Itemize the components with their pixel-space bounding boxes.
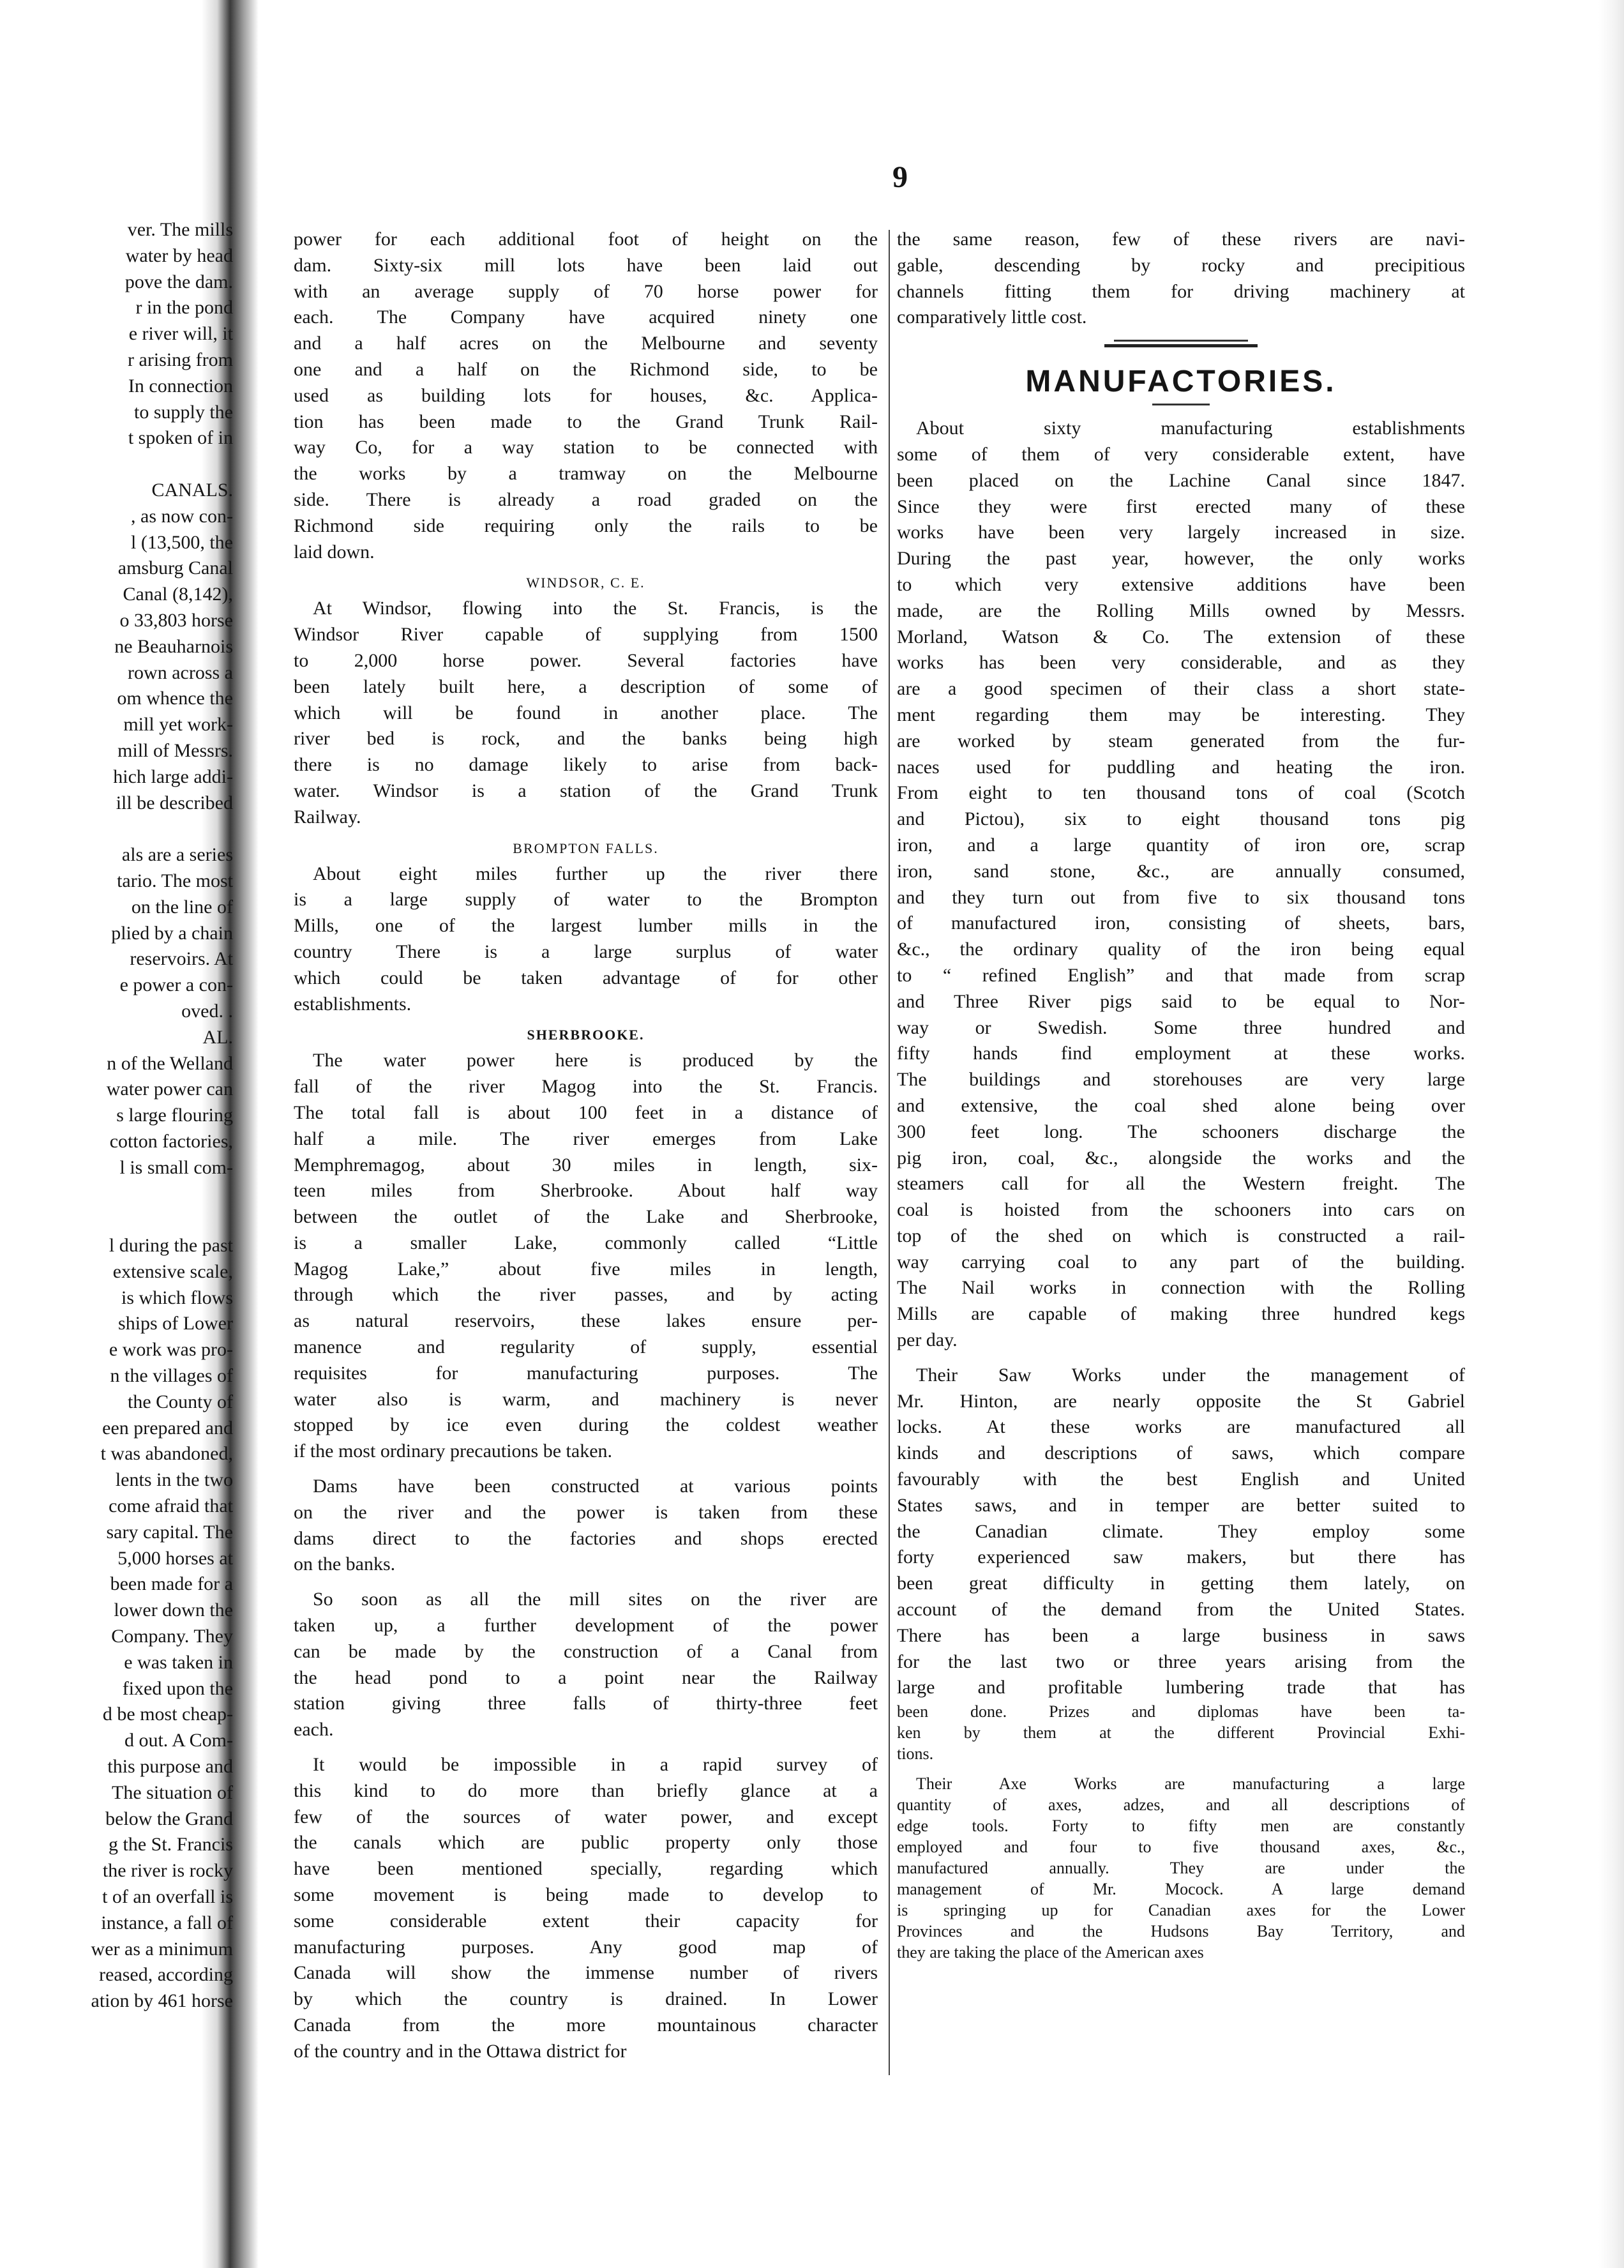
text-line: way carrying coal to any part of the building. bbox=[897, 1251, 1465, 1273]
text-line: through which the river passes, and by acting bbox=[294, 1284, 878, 1306]
right-column bbox=[897, 227, 1465, 2117]
text-line: e power a con- bbox=[119, 974, 233, 996]
text-line: there is no damage likely to arise from back- bbox=[294, 754, 878, 776]
text-line: manufacturing purposes. Any good map of bbox=[294, 1936, 878, 1958]
text-line: e work was pro- bbox=[109, 1339, 233, 1361]
text-line: if the most ordinary precautions be taken. bbox=[294, 1440, 613, 1462]
text-line: some of them of very considerable extent, have bbox=[897, 443, 1465, 465]
text-line: In connection bbox=[128, 375, 233, 397]
paragraph-brompton bbox=[294, 861, 878, 1018]
text-line: kinds and descriptions of saws, which compare bbox=[897, 1442, 1465, 1464]
text-line: stopped by ice even during the coldest weather bbox=[294, 1414, 878, 1436]
paragraph-dams bbox=[294, 1474, 878, 1578]
text-line: the river is rocky bbox=[102, 1860, 233, 1882]
text-line: employed and four to five thousand axes, &c., bbox=[897, 1838, 1465, 1857]
text-line: been done. Prizes and diplomas have been ta- bbox=[897, 1702, 1465, 1721]
text-line: Railway. bbox=[294, 806, 361, 828]
text-line: are worked by steam generated from the fur- bbox=[897, 730, 1465, 752]
text-line: locks. At these works are manufactured all bbox=[897, 1416, 1465, 1438]
text-line: , as now con- bbox=[131, 505, 233, 527]
text-line: mill yet work- bbox=[123, 714, 233, 736]
text-line: channels fitting them for driving machinery at bbox=[897, 280, 1465, 302]
text-line: 5,000 horses at bbox=[117, 1547, 233, 1569]
text-line: dam. Sixty-six mill lots have been laid out bbox=[294, 254, 878, 276]
text-line: works have been very largely increased in size. bbox=[897, 522, 1465, 543]
text-line: Their Saw Works under the management of bbox=[916, 1364, 1465, 1386]
text-line: About sixty manufacturing establishments bbox=[916, 418, 1465, 439]
text-line: Company. They bbox=[111, 1626, 233, 1647]
text-line: Magog Lake,” about five miles in length, bbox=[294, 1258, 878, 1280]
text-line: mill of Messrs. bbox=[117, 739, 233, 761]
text-line: l during the past bbox=[109, 1235, 233, 1257]
text-line: way or Swedish. Some three hundred and bbox=[897, 1017, 1465, 1038]
text-line: been great difficulty in getting them lately, on bbox=[897, 1573, 1465, 1594]
text-line: ships of Lower bbox=[118, 1313, 233, 1334]
text-line: each. The Company have acquired ninety one bbox=[294, 306, 878, 328]
text-line: forty experienced saw makers, but there has bbox=[897, 1546, 1465, 1568]
text-line: country There is a large surplus of water bbox=[294, 941, 878, 962]
page-number: 9 bbox=[892, 160, 908, 194]
text-line: side. There is already a road graded on the bbox=[294, 488, 878, 510]
text-line: rown across a bbox=[128, 662, 233, 683]
text-line: cotton factories, bbox=[109, 1130, 233, 1152]
paragraph-survey bbox=[294, 1752, 878, 2065]
text-line: manufactured annually. They are under the bbox=[897, 1859, 1465, 1878]
text-line: between the outlet of the Lake and Sherbrooke, bbox=[294, 1206, 878, 1228]
text-line: amsburg Canal bbox=[117, 557, 233, 579]
paragraph-rolling-mills bbox=[897, 416, 1465, 1354]
text-line: lents in the two bbox=[115, 1469, 233, 1491]
text-line: comparatively little cost. bbox=[897, 306, 1087, 328]
text-line: as natural reservoirs, these lakes ensure per- bbox=[294, 1310, 878, 1332]
text-line: is which flows bbox=[121, 1287, 233, 1308]
middle-column bbox=[294, 227, 878, 2142]
text-line: which will be found in another place. The bbox=[294, 702, 878, 723]
text-line: ne Beauharnois bbox=[114, 635, 233, 657]
text-line: few of the sources of water power, and except bbox=[294, 1806, 878, 1827]
text-line: It would be impossible in a rapid survey of bbox=[313, 1754, 878, 1776]
text-line: &c., the ordinary quality of the iron being equal bbox=[897, 939, 1465, 960]
text-line: States saws, and in temper are better suited to bbox=[897, 1494, 1465, 1516]
text-line: r arising from bbox=[128, 349, 233, 370]
text-line: 300 feet long. The schooners discharge the bbox=[897, 1121, 1465, 1142]
text-line: gable, descending by rocky and precipitious bbox=[897, 254, 1465, 276]
text-line: this purpose and bbox=[107, 1756, 233, 1778]
text-line: coal is hoisted from the schooners into cars on bbox=[897, 1199, 1465, 1221]
text-line: to supply the bbox=[134, 401, 233, 423]
text-line: Mills, one of the largest lumber mills in the bbox=[294, 915, 878, 937]
text-line: is springing up for Canadian axes for the Lower bbox=[897, 1901, 1465, 1920]
text-line: Windsor River capable of supplying from 1500 bbox=[294, 624, 878, 646]
text-line: taken up, a further development of the power bbox=[294, 1615, 878, 1637]
text-line: oved. . bbox=[181, 1000, 233, 1022]
section-heading-manufactories: MANUFACTORIES. bbox=[1025, 365, 1337, 399]
text-line: works has been very considerable, and as they bbox=[897, 652, 1465, 674]
text-line: management of Mr. Mocock. A large demand bbox=[897, 1880, 1465, 1899]
text-line: wer as a minimum bbox=[91, 1938, 233, 1960]
text-line: dams direct to the factories and shops erected bbox=[294, 1527, 878, 1549]
text-line: lower down the bbox=[114, 1599, 233, 1621]
text-line: Canada will show the immense number of rivers bbox=[294, 1962, 878, 1984]
text-line: on the banks. bbox=[294, 1554, 396, 1575]
text-line: to 2,000 horse power. Several factories have bbox=[294, 649, 878, 671]
text-line: een prepared and bbox=[102, 1417, 233, 1439]
heading-underline bbox=[1152, 404, 1210, 405]
paragraph-windsor bbox=[294, 596, 878, 830]
text-line: been lately built here, a description of some of bbox=[294, 676, 878, 697]
text-line: they are taking the place of the American axes bbox=[897, 1943, 1204, 1962]
text-line: reased, according bbox=[99, 1964, 233, 1986]
text-line: is a large supply of water to the Brompton bbox=[294, 889, 878, 911]
text-line: e river will, it bbox=[128, 323, 233, 345]
text-line: At Windsor, flowing into the St. Francis, is the bbox=[313, 598, 878, 619]
text-line: on the line of bbox=[131, 896, 233, 918]
text-line: been placed on the Lachine Canal since 1847. bbox=[897, 469, 1465, 491]
text-line: Provinces and the Hudsons Bay Territory, and bbox=[897, 1922, 1465, 1941]
text-line: ation by 461 horse bbox=[91, 1990, 233, 2012]
heading-sherbrooke: SHERBROOKE. bbox=[527, 1027, 645, 1043]
text-line: top of the shed on which is constructed a rail- bbox=[897, 1225, 1465, 1246]
text-line: the head pond to a point near the Railway bbox=[294, 1667, 878, 1688]
text-line: manence and regularity of supply, essential bbox=[294, 1336, 878, 1358]
text-line: g the St. Francis bbox=[109, 1834, 233, 1856]
text-line: with an average supply of 70 horse power for bbox=[294, 280, 878, 302]
text-line: pig iron, coal, &c., alongside the works and the bbox=[897, 1147, 1465, 1168]
text-line: reservoirs. At bbox=[130, 948, 233, 970]
text-line: From eight to ten thousand tons of coal (Scotch bbox=[897, 782, 1465, 804]
text-line bbox=[0, 1207, 233, 1233]
text-line: for the last two or three years arising from the bbox=[897, 1651, 1465, 1672]
text-line: n the villages of bbox=[110, 1365, 233, 1387]
text-line bbox=[0, 451, 233, 478]
text-line: have been mentioned specially, regarding which bbox=[294, 1858, 878, 1880]
text-line: requisites for manufacturing purposes. The bbox=[294, 1362, 878, 1384]
text-line: r in the pond bbox=[135, 297, 233, 319]
text-line: ment regarding them may be interesting. They bbox=[897, 704, 1465, 725]
page-edge bbox=[1598, 0, 1624, 2268]
text-line: some considerable extent their capacity for bbox=[294, 1910, 878, 1932]
text-line: t of an overfall is bbox=[102, 1886, 233, 1907]
heading-windsor: WINDSOR, C. E. bbox=[526, 575, 645, 591]
text-line: plied by a chain bbox=[111, 922, 233, 944]
text-line: way Co, for a way station to be connected with bbox=[294, 437, 878, 458]
text-line: o 33,803 horse bbox=[119, 609, 233, 631]
text-line: steamers call for all the Western freight. The bbox=[897, 1173, 1465, 1195]
text-line bbox=[0, 1181, 233, 1207]
text-line: d be most cheap- bbox=[102, 1704, 233, 1725]
text-line: n of the Welland bbox=[107, 1052, 233, 1074]
text-line: Dams have been constructed at various points bbox=[313, 1476, 878, 1497]
text-line: Canada from the more mountainous character bbox=[294, 2015, 878, 2036]
text-line: and Pictou), six to eight thousand tons pig bbox=[897, 808, 1465, 830]
paragraph-sherbrooke bbox=[294, 1048, 878, 1465]
text-line: sary capital. The bbox=[106, 1521, 233, 1543]
text-line: river bed is rock, and the banks being high bbox=[294, 728, 878, 750]
text-line: quantity of axes, adzes, and all descriptions of bbox=[897, 1796, 1465, 1815]
paragraph-axe-works bbox=[897, 1773, 1465, 1963]
text-line: the same reason, few of these rivers are navi- bbox=[897, 229, 1465, 250]
text-line: Mr. Hinton, are nearly opposite the St Gabriel bbox=[897, 1390, 1465, 1412]
text-line: water also is warm, and machinery is never bbox=[294, 1388, 878, 1410]
text-line: is a smaller Lake, commonly called “Little bbox=[294, 1232, 878, 1253]
text-line: e was taken in bbox=[124, 1651, 233, 1673]
text-line: t was abandoned, bbox=[100, 1443, 233, 1465]
text-line: water. Windsor is a station of the Grand Trunk bbox=[294, 780, 878, 801]
text-line: power for each additional foot of height on the bbox=[294, 229, 878, 250]
text-line: Memphremagog, about 30 miles in length, six- bbox=[294, 1154, 878, 1176]
text-line: teen miles from Sherbrooke. About half way bbox=[294, 1180, 878, 1202]
ornamental-rule-thick bbox=[1104, 344, 1258, 347]
paragraph-mill-lots bbox=[294, 227, 878, 565]
text-line: tions. bbox=[897, 1744, 934, 1764]
text-line: als are a series bbox=[121, 844, 233, 866]
text-line: tion has been made to the Grand Trunk Rail- bbox=[294, 411, 878, 432]
text-line: some movement is being made to develop to bbox=[294, 1884, 878, 1906]
heading-brompton-falls: BROMPTON FALLS. bbox=[513, 840, 659, 856]
text-line: are a good specimen of their class a short state- bbox=[897, 678, 1465, 700]
text-line: laid down. bbox=[294, 541, 375, 563]
left-column-cropped bbox=[0, 217, 233, 2120]
text-line: om whence the bbox=[117, 688, 233, 709]
text-line: account of the demand from the United States. bbox=[897, 1599, 1465, 1621]
text-line: The buildings and storehouses are very large bbox=[897, 1069, 1465, 1091]
text-line: been made for a bbox=[110, 1573, 233, 1595]
text-line: extensive scale, bbox=[112, 1260, 233, 1282]
text-line: each. bbox=[294, 1719, 334, 1741]
text-line: the County of bbox=[128, 1391, 233, 1412]
text-line: used as building lots for houses, &c. Applica- bbox=[294, 384, 878, 406]
text-line: water by head bbox=[125, 245, 233, 266]
text-line: edge tools. Forty to fifty men are constantly bbox=[897, 1817, 1465, 1836]
text-line: d out. A Com- bbox=[124, 1730, 233, 1751]
text-line: The water power here is produced by the bbox=[313, 1050, 878, 1071]
text-line: iron, and a large quantity of iron ore, scrap bbox=[897, 834, 1465, 856]
text-line: Canal (8,142), bbox=[123, 584, 233, 605]
text-line: fixed upon the bbox=[122, 1677, 233, 1699]
text-line: the Canadian climate. They employ some bbox=[897, 1520, 1465, 1542]
text-line bbox=[0, 816, 233, 842]
text-line: During the past year, however, the only works bbox=[897, 548, 1465, 570]
text-line: l is small com- bbox=[119, 1156, 233, 1178]
text-line: which could be taken advantage of for other bbox=[294, 967, 878, 988]
text-line: naces used for puddling and heating the iron. bbox=[897, 756, 1465, 778]
text-line: to which very extensive additions have been bbox=[897, 573, 1465, 595]
text-line: The Nail works in connection with the Rolling bbox=[897, 1277, 1465, 1299]
text-line: half a mile. The river emerges from Lake bbox=[294, 1128, 878, 1149]
text-line: made, are the Rolling Mills owned by Messrs. bbox=[897, 600, 1465, 621]
text-line: of manufactured iron, consisting of sheets, bars, bbox=[897, 912, 1465, 934]
text-line: So soon as all the mill sites on the river are bbox=[313, 1589, 878, 1610]
text-line: and extensive, the coal shed alone being over bbox=[897, 1094, 1465, 1116]
text-line: There has been a large business in saws bbox=[897, 1624, 1465, 1646]
text-line: fifty hands find employment at these works. bbox=[897, 1043, 1465, 1064]
text-line: come afraid that bbox=[109, 1495, 233, 1517]
text-line: station giving three falls of thirty-three feet bbox=[294, 1693, 878, 1714]
text-line: establishments. bbox=[294, 993, 412, 1015]
text-line: instance, a fall of bbox=[101, 1912, 233, 1933]
text-line: t spoken of in bbox=[128, 427, 233, 449]
text-line: and a half acres on the Melbourne and seventy bbox=[294, 333, 878, 354]
text-line: of the country and in the Ottawa district for bbox=[294, 2040, 627, 2062]
text-line: l (13,500, the bbox=[131, 531, 233, 553]
text-line: Mills are capable of making three hundred kegs bbox=[897, 1303, 1465, 1325]
text-line: the canals which are public property only those bbox=[294, 1832, 878, 1854]
text-line: The total fall is about 100 feet in a distance of bbox=[294, 1101, 878, 1123]
paragraph-saw-works bbox=[897, 1363, 1465, 1764]
text-line: Morland, Watson & Co. The extension of these bbox=[897, 626, 1465, 647]
text-line: ill be described bbox=[116, 792, 233, 813]
text-line: About eight miles further up the river there bbox=[313, 863, 878, 884]
ornamental-rule bbox=[1114, 340, 1248, 342]
text-line: the works by a tramway on the Melbourne bbox=[294, 463, 878, 485]
text-line: AL. bbox=[202, 1026, 233, 1048]
paragraph-rivers-continued bbox=[897, 227, 1465, 331]
text-line: Since they were first erected many of these bbox=[897, 495, 1465, 517]
text-line: by which the country is drained. In Lower bbox=[294, 1988, 878, 2010]
text-line: ken by them at the different Provincial Exhi- bbox=[897, 1723, 1465, 1743]
text-line: CANALS. bbox=[151, 479, 233, 501]
text-line: water power can bbox=[106, 1078, 233, 1100]
text-line: and they turn out from five to six thousand tons bbox=[897, 886, 1465, 908]
text-line: one and a half on the Richmond side, to be bbox=[294, 358, 878, 380]
text-line: tario. The most bbox=[117, 870, 233, 891]
text-line: can be made by the construction of a Canal from bbox=[294, 1640, 878, 1662]
text-line: fall of the river Magog into the St. Francis. bbox=[294, 1076, 878, 1098]
text-line: per day. bbox=[897, 1329, 958, 1351]
text-line: on the river and the power is taken from these bbox=[294, 1501, 878, 1523]
text-line: to “ refined English” and that made from scrap bbox=[897, 964, 1465, 986]
text-line: hich large addi- bbox=[113, 766, 233, 787]
text-line: Richmond side requiring only the rails to be bbox=[294, 515, 878, 536]
text-line: this kind to do more than briefly glance at a bbox=[294, 1780, 878, 1801]
text-line: The situation of bbox=[112, 1781, 233, 1803]
text-line: iron, sand stone, &c., are annually consumed, bbox=[897, 860, 1465, 882]
paragraph-mill-sites bbox=[294, 1587, 878, 1743]
text-line: below the Grand bbox=[105, 1808, 233, 1829]
text-line: Their Axe Works are manufacturing a large bbox=[916, 1774, 1465, 1794]
text-line: s large flouring bbox=[116, 1105, 233, 1126]
text-line: and Three River pigs said to be equal to Nor- bbox=[897, 990, 1465, 1012]
text-line: ver. The mills bbox=[127, 219, 233, 240]
text-line: favourably with the best English and United bbox=[897, 1469, 1465, 1490]
column-divider bbox=[889, 230, 890, 2075]
text-line: large and profitable lumbering trade that has bbox=[897, 1677, 1465, 1698]
text-line: pove the dam. bbox=[124, 271, 233, 292]
